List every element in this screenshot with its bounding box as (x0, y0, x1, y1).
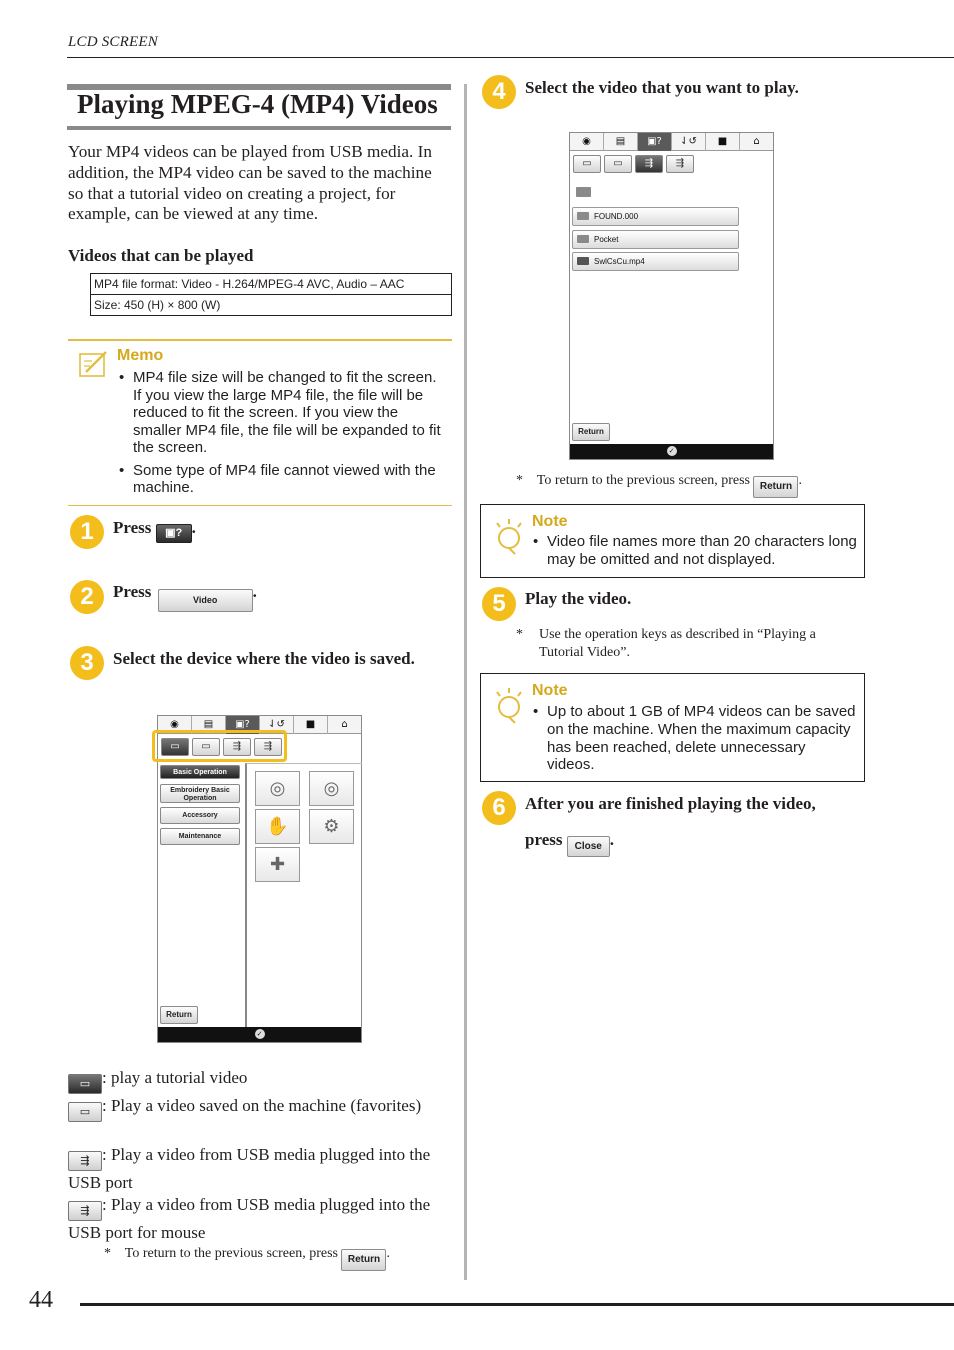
usb-port-button[interactable]: ⇶ (223, 738, 251, 756)
legend-text: : Play a video from USB media plugged into the USB port for mouse (68, 1195, 431, 1242)
header-rule (67, 57, 954, 58)
return-button[interactable]: Return (753, 476, 798, 498)
video-thumbnail[interactable]: ◎ (309, 771, 354, 806)
memo-item: • Some type of MP4 file cannot viewed with the machine. (118, 462, 448, 497)
note-item: • Up to about 1 GB of MP4 videos can be saved on the machine. When the maximum capacity has been reached, delete unnecessary videos. (532, 703, 857, 774)
title-rule-bottom (67, 126, 451, 130)
legend-text: : Play a video saved on the machine (favorites) (102, 1096, 422, 1115)
video-file-icon (577, 257, 589, 265)
folder-icon (577, 212, 589, 220)
usb-mouse-icon: ⇶ (68, 1201, 102, 1221)
step-1-end: . (191, 518, 196, 537)
step-4-text: Select the video that you want to play. (525, 78, 799, 97)
footer-rule (80, 1303, 954, 1306)
table-row (91, 295, 452, 316)
legend-text: : play a tutorial video (102, 1068, 248, 1087)
note-item: • Video file names more than 20 characters long may be omitted and not displayed. (532, 533, 857, 569)
step-5-note (516, 626, 856, 662)
note-title: Note (532, 682, 568, 699)
page-title: Playing MPEG-4 (MP4) Videos (77, 89, 438, 119)
footnote-text: To return to the previous screen, press (536, 473, 750, 488)
intro-paragraph: Your MP4 videos can be played from USB media. In addition, the MP4 video can be saved to the machine so that a tutorial video on creating a project, for example, can be viewed at any time. (68, 142, 432, 224)
step-6-press (525, 830, 614, 857)
top-tab-bar (570, 133, 773, 151)
page-icon[interactable]: ▤ (192, 716, 226, 734)
tutorial-video-icon: ▭ (68, 1074, 102, 1094)
videos-heading: Videos that can be played (68, 246, 254, 265)
folder-icon (577, 235, 589, 243)
tutorial-video-button[interactable]: ▭ (161, 738, 189, 756)
category-embroidery-basic[interactable]: Embroidery Basic Operation (160, 784, 240, 803)
status-bar (570, 444, 773, 459)
footnote-end: . (798, 473, 802, 488)
usb-port-button[interactable]: ⇶ (635, 155, 663, 173)
footnote-text: To return to the previous screen, press (124, 1246, 338, 1261)
info-icon[interactable]: ✓ (255, 1029, 265, 1039)
footnote-right (516, 473, 802, 498)
spec-table (90, 273, 452, 316)
footnote-star: * (104, 1246, 111, 1261)
legend-item (68, 1193, 452, 1244)
memo-list (118, 369, 448, 502)
memo-rule-bottom (68, 505, 452, 506)
note-box (480, 504, 865, 578)
step-6-text: After you are finished playing the video, (525, 794, 816, 813)
step-2-marker: 2 (70, 580, 104, 614)
step-2-label: Press (113, 582, 152, 601)
usb-mouse-port-button[interactable]: ⇶ (666, 155, 694, 173)
list-item[interactable] (572, 252, 739, 271)
step-2-end: . (252, 582, 257, 601)
usb-mouse-port-button[interactable]: ⇶ (254, 738, 282, 756)
status-bar (158, 1027, 361, 1042)
memo-rule-top (68, 339, 452, 341)
step-5-marker: 5 (482, 587, 516, 621)
thumbnail-panel (245, 763, 362, 1028)
category-accessory[interactable]: Accessory (160, 807, 240, 824)
file-name: Pocket (594, 235, 619, 244)
file-name: SwlCsCu.mp4 (594, 257, 645, 266)
video-select-screen (569, 132, 774, 460)
video-thumbnail[interactable]: ⚙ (309, 809, 354, 844)
step-1-text (113, 518, 196, 543)
running-header: LCD SCREEN (68, 34, 158, 50)
note-list (532, 703, 857, 779)
category-basic-operation[interactable]: Basic Operation (160, 765, 240, 779)
note-lightbulb-icon (493, 517, 525, 557)
memo-title: Memo (117, 347, 164, 364)
return-button[interactable]: Return (341, 1249, 386, 1271)
step-6-press-label: press (525, 830, 563, 849)
note-box (480, 673, 865, 782)
step-3-marker: 3 (70, 646, 104, 680)
home-icon[interactable]: ⌂ (753, 136, 760, 147)
table-row (91, 274, 452, 295)
close-button[interactable]: Close (567, 836, 610, 857)
list-item[interactable] (572, 230, 739, 249)
file-name: FOUND.000 (594, 212, 639, 221)
video-thumbnail[interactable]: ✚ (255, 847, 300, 882)
machine-favorites-button[interactable]: ▭ (192, 738, 220, 756)
lock-icon[interactable]: ■ (706, 133, 740, 151)
info-icon[interactable]: ✓ (667, 446, 677, 456)
video-help-icon[interactable]: ▣? (156, 524, 192, 543)
page-number: 44 (29, 1287, 53, 1313)
step-5-text: Play the video. (525, 589, 632, 608)
step-4-marker: 4 (482, 75, 516, 109)
video-help-icon[interactable]: ▣? (638, 133, 672, 151)
video-button[interactable]: Video (158, 589, 253, 612)
legend-text: : Play a video from USB media plugged into the USB port (68, 1145, 431, 1192)
device-select-screen (157, 715, 362, 1043)
footnote-left (104, 1246, 390, 1271)
home-icon[interactable]: ⌂ (341, 719, 348, 730)
step-6-marker: 6 (482, 791, 516, 825)
memo-item: • MP4 file size will be changed to fit the screen. If you view the large MP4 file, the file will be reduced to fit the screen. If you view the smaller MP4 file, the file will be expanded to fit the screen. (118, 369, 448, 457)
footnote-star: * (516, 627, 523, 642)
media-buttons-highlight (152, 730, 287, 762)
machine-favorites-button[interactable]: ▭ (604, 155, 632, 173)
note-lightbulb-icon (493, 686, 525, 726)
camera-icon[interactable]: ◉ (570, 133, 604, 151)
legend-item (68, 1143, 452, 1194)
footnote-text: Use the operation keys as described in “Playing a Tutorial Video”. (539, 627, 816, 660)
video-help-icon[interactable]: ▣? (226, 716, 260, 734)
footnote-star: * (516, 473, 523, 488)
spec-cell: MP4 file format: Video - H.264/MPEG-4 AVC, Audio – AAC (91, 274, 452, 295)
return-button[interactable]: Return (572, 423, 610, 441)
note-list (532, 533, 857, 574)
usb-icon: ⇶ (68, 1151, 102, 1171)
video-thumbnail[interactable]: ✋ (255, 809, 300, 844)
video-thumbnail[interactable]: ◎ (255, 771, 300, 806)
legend-item (68, 1094, 452, 1122)
needle-icon[interactable]: ⇃↺ (260, 716, 294, 734)
page-icon[interactable]: ▤ (604, 133, 638, 151)
step-6-end: . (609, 830, 614, 849)
spec-cell: Size: 450 (H) × 800 (W) (91, 295, 452, 316)
category-maintenance[interactable]: Maintenance (160, 828, 240, 845)
needle-icon[interactable]: ⇃↺ (672, 133, 706, 151)
machine-favorites-icon: ▭ (68, 1102, 102, 1122)
step-1-marker: 1 (70, 515, 104, 549)
return-button[interactable]: Return (160, 1006, 198, 1024)
lock-icon[interactable]: ■ (294, 716, 328, 734)
step-2-text (113, 582, 257, 612)
step-1-label: Press (113, 518, 152, 537)
list-item[interactable] (572, 207, 739, 226)
camera-icon[interactable]: ◉ (158, 716, 192, 734)
note-title: Note (532, 513, 568, 530)
tutorial-video-button[interactable]: ▭ (573, 155, 601, 173)
memo-pencil-icon (78, 350, 110, 378)
step-3-text: Select the device where the video is saved. (113, 649, 415, 668)
legend-item (68, 1066, 452, 1094)
column-divider (464, 84, 467, 1280)
folder-icon[interactable] (576, 187, 591, 197)
footnote-end: . (386, 1246, 390, 1261)
